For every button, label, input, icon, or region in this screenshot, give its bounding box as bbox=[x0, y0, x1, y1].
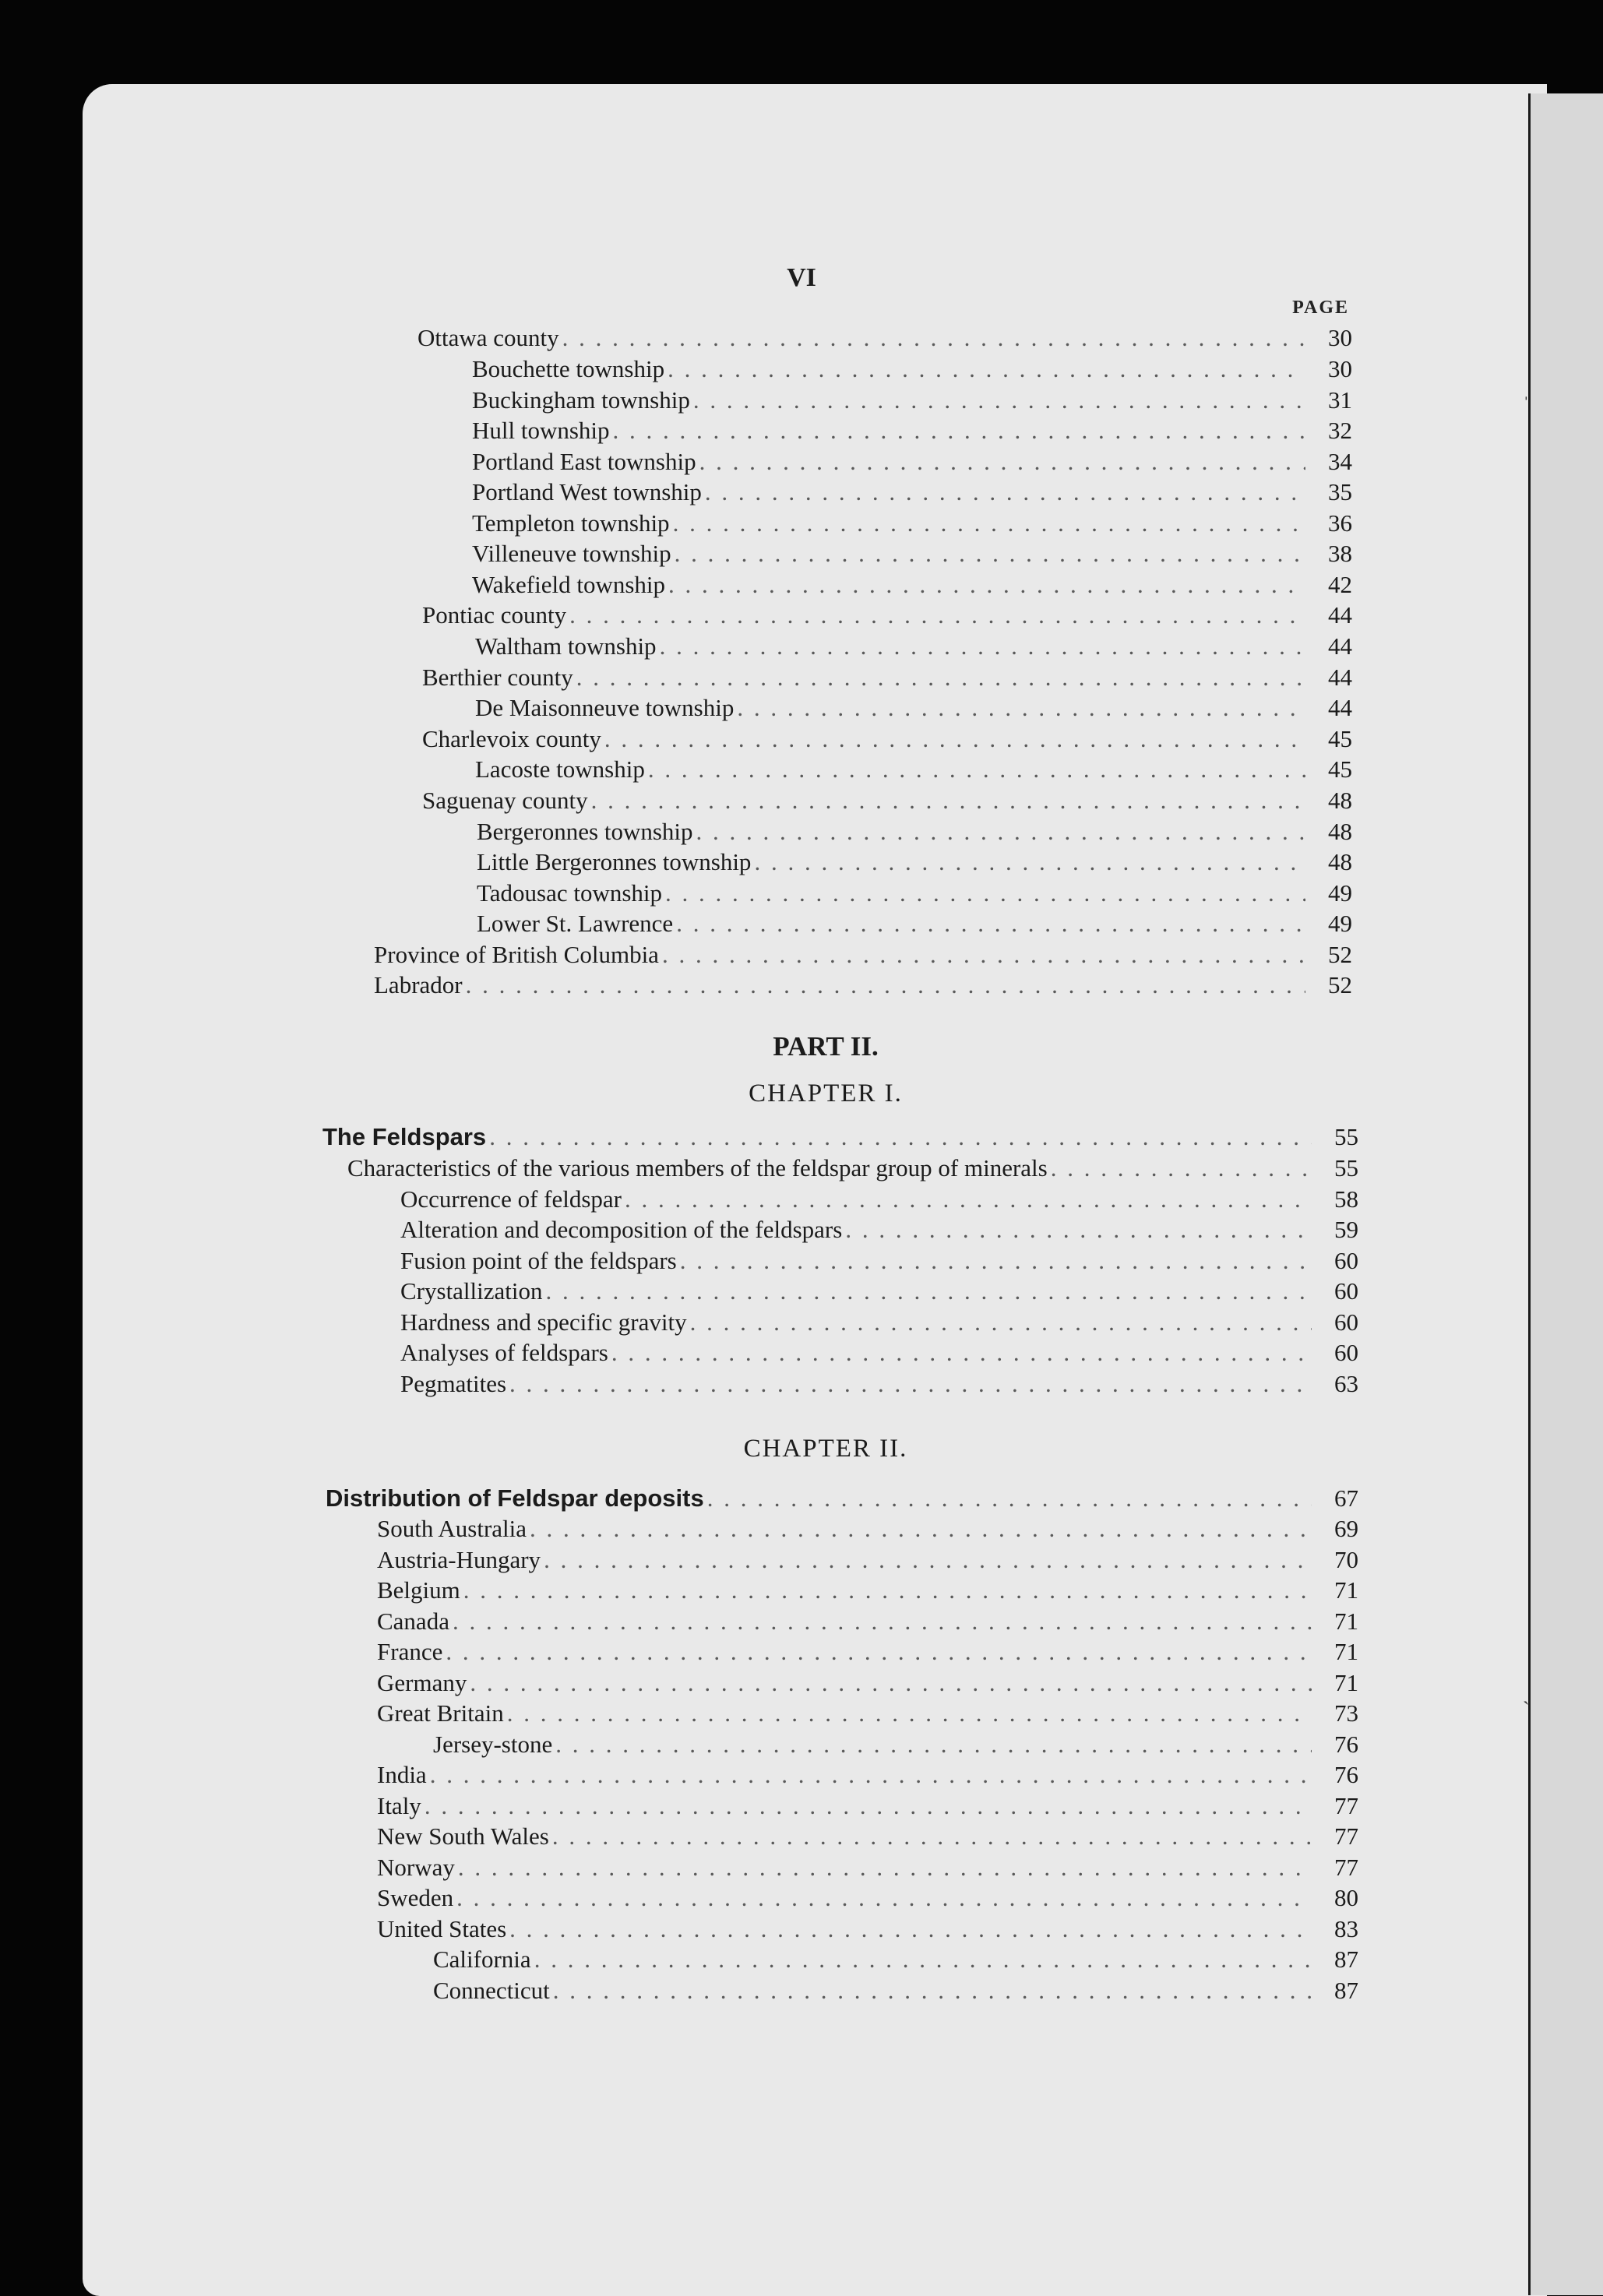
toc-entry-page: 48 bbox=[1328, 848, 1352, 875]
toc-entry-title: Tadousac township bbox=[477, 879, 663, 907]
toc-entry bbox=[400, 1339, 1358, 1370]
leader-dots bbox=[591, 787, 1305, 815]
part-heading: PART II. bbox=[773, 1031, 879, 1062]
toc-entry-title: Analyses of feldspars bbox=[400, 1339, 608, 1366]
leader-dots bbox=[662, 941, 1305, 969]
toc-entry-title: Waltham township bbox=[475, 632, 657, 660]
toc-entry-title: Germany bbox=[377, 1669, 467, 1696]
page-folio: VI bbox=[787, 263, 816, 292]
toc-entry-title: Ottawa county bbox=[417, 324, 559, 351]
toc-entry bbox=[433, 1946, 1358, 1977]
toc-entry-page: 55 bbox=[1334, 1154, 1358, 1181]
toc-entry-page: 52 bbox=[1328, 971, 1352, 998]
toc-entry bbox=[475, 694, 1352, 725]
toc-entry-title: Crystallization bbox=[400, 1277, 543, 1305]
toc-entry-title: Province of British Columbia bbox=[374, 941, 659, 968]
leader-dots bbox=[625, 1185, 1312, 1213]
toc-entry-title: Charlevoix county bbox=[422, 725, 601, 752]
toc-entry-page: 69 bbox=[1334, 1515, 1358, 1542]
leader-dots bbox=[705, 478, 1305, 506]
toc-entry bbox=[477, 910, 1352, 941]
toc-entry-title: South Australia bbox=[377, 1515, 527, 1542]
toc-entry bbox=[374, 941, 1352, 972]
leader-dots bbox=[665, 879, 1305, 907]
toc-entry-page: 77 bbox=[1334, 1854, 1358, 1881]
toc-entry-page: 73 bbox=[1334, 1699, 1358, 1727]
toc-entry-title: Villeneuve township bbox=[472, 540, 671, 567]
toc-entry-page: 48 bbox=[1328, 818, 1352, 845]
toc-entry-page: 38 bbox=[1328, 540, 1352, 567]
toc-entry-title: De Maisonneuve township bbox=[475, 694, 735, 721]
toc-entry-page: 77 bbox=[1334, 1792, 1358, 1819]
toc-entry bbox=[472, 386, 1352, 417]
toc-entry-page: 42 bbox=[1328, 571, 1352, 598]
leader-dots bbox=[507, 1699, 1312, 1727]
toc-entry-page: 30 bbox=[1328, 355, 1352, 382]
toc-entry bbox=[377, 1884, 1358, 1915]
leader-dots bbox=[696, 818, 1305, 846]
toc-entry-title: Labrador bbox=[374, 971, 463, 998]
toc-entry-page: 71 bbox=[1334, 1576, 1358, 1604]
toc-entry-page: 60 bbox=[1334, 1339, 1358, 1366]
toc-entry-page: 60 bbox=[1334, 1277, 1358, 1305]
toc-entry-title: Templeton township bbox=[472, 509, 670, 537]
toc-entry-title: California bbox=[433, 1946, 531, 1973]
toc-entry bbox=[377, 1638, 1358, 1669]
toc-entry bbox=[472, 540, 1352, 571]
toc-entry-page: 34 bbox=[1328, 448, 1352, 475]
leader-dots bbox=[604, 725, 1305, 753]
toc-entry-title: Occurrence of feldspar bbox=[400, 1185, 622, 1213]
toc-entry bbox=[400, 1308, 1358, 1340]
leader-dots bbox=[675, 540, 1305, 568]
leader-dots bbox=[546, 1277, 1312, 1305]
leader-dots bbox=[562, 324, 1305, 352]
toc-entry-page: 45 bbox=[1328, 725, 1352, 752]
toc-entry-title: Saguenay county bbox=[422, 787, 588, 814]
toc-entry bbox=[472, 417, 1352, 448]
toc-entry-title: Buckingham township bbox=[472, 386, 690, 414]
leader-dots bbox=[611, 1339, 1312, 1367]
leader-dots bbox=[530, 1515, 1312, 1543]
toc-entry bbox=[472, 571, 1352, 602]
leader-dots bbox=[453, 1608, 1312, 1636]
toc-entry bbox=[433, 1977, 1358, 2008]
toc-entry-page: 44 bbox=[1328, 694, 1352, 721]
toc-entry bbox=[326, 1484, 1358, 1516]
leader-dots bbox=[690, 1308, 1312, 1336]
toc-entry-page: 60 bbox=[1334, 1308, 1358, 1336]
leader-dots bbox=[660, 632, 1305, 660]
toc-entry-page: 87 bbox=[1334, 1977, 1358, 2004]
toc-entry-page: 71 bbox=[1334, 1638, 1358, 1665]
toc-entry-title: Canada bbox=[377, 1608, 449, 1635]
toc-entry-title: Pegmatites bbox=[400, 1370, 507, 1397]
toc-entry-title: Alteration and decomposition of the feldspars bbox=[400, 1216, 843, 1243]
leader-dots bbox=[509, 1370, 1312, 1398]
toc-entry bbox=[422, 725, 1352, 756]
toc-entry bbox=[400, 1277, 1358, 1308]
leader-dots bbox=[446, 1638, 1312, 1666]
toc-entry bbox=[377, 1854, 1358, 1885]
toc-entry-page: 58 bbox=[1334, 1185, 1358, 1213]
toc-entry-page: 71 bbox=[1334, 1608, 1358, 1635]
toc-entry bbox=[377, 1515, 1358, 1546]
toc-entry-page: 70 bbox=[1334, 1546, 1358, 1573]
toc-entry-page: 71 bbox=[1334, 1669, 1358, 1696]
toc-entry-title: Bergeronnes township bbox=[477, 818, 693, 845]
toc-entry-page: 76 bbox=[1334, 1761, 1358, 1788]
toc-entry-title: Italy bbox=[377, 1792, 421, 1819]
toc-entry-title: Hardness and specific gravity bbox=[400, 1308, 687, 1336]
leader-dots bbox=[466, 971, 1305, 999]
toc-entry-title: Characteristics of the various members of the feldspar group of minerals bbox=[347, 1154, 1048, 1181]
toc-entry-title: United States bbox=[377, 1915, 507, 1942]
leader-dots bbox=[425, 1792, 1312, 1820]
toc-entry-title: Berthier county bbox=[422, 664, 573, 691]
toc-entry bbox=[477, 848, 1352, 879]
toc-entry-title: India bbox=[377, 1761, 427, 1788]
toc-entry bbox=[377, 1915, 1358, 1946]
toc-entry-page: 83 bbox=[1334, 1915, 1358, 1942]
toc-entry bbox=[472, 448, 1352, 479]
leader-dots bbox=[754, 848, 1305, 876]
toc-entry-title: Sweden bbox=[377, 1884, 454, 1911]
toc-entry-page: 44 bbox=[1328, 601, 1352, 629]
toc-entry-title: Wakefield township bbox=[472, 571, 666, 598]
leader-dots bbox=[463, 1576, 1312, 1604]
toc-entry-title: Jersey-stone bbox=[433, 1731, 553, 1758]
leader-dots bbox=[845, 1216, 1312, 1244]
toc-entry bbox=[422, 664, 1352, 695]
toc-entry-page: 36 bbox=[1328, 509, 1352, 537]
leader-dots bbox=[458, 1854, 1312, 1882]
toc-entry bbox=[472, 509, 1352, 541]
toc-entry-title: Distribution of Feldspar deposits bbox=[326, 1484, 704, 1512]
toc-entry bbox=[374, 971, 1352, 1002]
toc-entry-page: 35 bbox=[1328, 478, 1352, 505]
toc-entry-title: The Feldspars bbox=[322, 1123, 487, 1150]
leader-dots bbox=[509, 1915, 1312, 1943]
toc-entry-page: 48 bbox=[1328, 787, 1352, 814]
toc-entry bbox=[377, 1669, 1358, 1700]
toc-entry-page: 77 bbox=[1334, 1822, 1358, 1850]
toc-entry bbox=[377, 1792, 1358, 1823]
toc-entry bbox=[472, 355, 1352, 386]
leader-dots bbox=[693, 386, 1305, 414]
leader-dots bbox=[552, 1822, 1312, 1851]
leader-dots bbox=[456, 1884, 1312, 1912]
leader-dots bbox=[534, 1946, 1312, 1974]
toc-entry bbox=[475, 755, 1352, 787]
leader-dots bbox=[569, 601, 1305, 629]
leader-dots bbox=[737, 694, 1305, 722]
toc-entry-title: Hull township bbox=[472, 417, 610, 444]
leader-dots bbox=[648, 755, 1305, 784]
chapter-heading: CHAPTER II. bbox=[743, 1435, 908, 1463]
leader-dots bbox=[544, 1546, 1312, 1574]
toc-entry-page: 49 bbox=[1328, 879, 1352, 907]
leader-dots bbox=[699, 448, 1305, 476]
toc-entry-page: 32 bbox=[1328, 417, 1352, 444]
leader-dots bbox=[430, 1761, 1312, 1789]
page-column-header: PAGE bbox=[1292, 298, 1349, 318]
toc-entry-page: 31 bbox=[1328, 386, 1352, 414]
toc-entry-title: Bouchette township bbox=[472, 355, 665, 382]
toc-entry bbox=[377, 1576, 1358, 1608]
toc-entry-title: Portland West township bbox=[472, 478, 702, 505]
leader-dots bbox=[613, 417, 1305, 445]
leader-dots bbox=[555, 1731, 1312, 1759]
leader-dots bbox=[553, 1977, 1312, 2005]
scan-speck-mark: ˏ bbox=[1523, 1682, 1530, 1705]
toc-entry-page: 55 bbox=[1334, 1123, 1358, 1150]
toc-entry bbox=[477, 818, 1352, 849]
toc-entry bbox=[347, 1154, 1358, 1185]
toc-entry-title: Belgium bbox=[377, 1576, 460, 1604]
toc-entry bbox=[475, 632, 1352, 664]
toc-entry bbox=[377, 1699, 1358, 1731]
toc-entry-page: 59 bbox=[1334, 1216, 1358, 1243]
leader-dots bbox=[576, 664, 1305, 692]
toc-entry-page: 67 bbox=[1334, 1484, 1358, 1512]
toc-entry bbox=[422, 601, 1352, 632]
toc-entry bbox=[377, 1546, 1358, 1577]
toc-entry-page: 49 bbox=[1328, 910, 1352, 937]
toc-entry bbox=[472, 478, 1352, 509]
toc-entry bbox=[322, 1123, 1358, 1154]
toc-entry-title: Little Bergeronnes township bbox=[477, 848, 752, 875]
toc-entry-title: Lacoste township bbox=[475, 755, 645, 783]
toc-entry-title: France bbox=[377, 1638, 443, 1665]
toc-entry bbox=[400, 1247, 1358, 1278]
toc-entry-title: Lower St. Lawrence bbox=[477, 910, 674, 937]
toc-entry-title: Fusion point of the feldspars bbox=[400, 1247, 677, 1274]
toc-entry bbox=[422, 787, 1352, 818]
toc-entry bbox=[377, 1608, 1358, 1639]
leader-dots bbox=[673, 509, 1305, 537]
leader-dots bbox=[470, 1669, 1312, 1697]
toc-entry-title: New South Wales bbox=[377, 1822, 549, 1850]
toc-entry-page: 76 bbox=[1334, 1731, 1358, 1758]
toc-entry-title: Pontiac county bbox=[422, 601, 567, 629]
toc-entry bbox=[417, 324, 1352, 355]
toc-entry-page: 80 bbox=[1334, 1884, 1358, 1911]
toc-entry bbox=[433, 1731, 1358, 1762]
toc-entry-title: Connecticut bbox=[433, 1977, 550, 2004]
toc-entry-page: 45 bbox=[1328, 755, 1352, 783]
leader-dots bbox=[707, 1484, 1312, 1512]
toc-entry-title: Norway bbox=[377, 1854, 455, 1881]
toc-entry-title: Great Britain bbox=[377, 1699, 504, 1727]
toc-entry-page: 44 bbox=[1328, 632, 1352, 660]
leader-dots bbox=[676, 910, 1305, 938]
toc-entry bbox=[400, 1370, 1358, 1401]
toc-entry bbox=[377, 1761, 1358, 1792]
scan-speck-mark: ˌ bbox=[1523, 378, 1530, 400]
toc-entry-page: 87 bbox=[1334, 1946, 1358, 1973]
toc-entry bbox=[400, 1216, 1358, 1247]
toc-entry-page: 63 bbox=[1334, 1370, 1358, 1397]
chapter-heading: CHAPTER I. bbox=[749, 1079, 903, 1108]
toc-entry-title: Austria-Hungary bbox=[377, 1546, 541, 1573]
toc-entry-page: 30 bbox=[1328, 324, 1352, 351]
toc-entry-title: Portland East township bbox=[472, 448, 696, 475]
toc-entry bbox=[477, 879, 1352, 910]
toc-entry-page: 60 bbox=[1334, 1247, 1358, 1274]
toc-entry-page: 52 bbox=[1328, 941, 1352, 968]
toc-entry-page: 44 bbox=[1328, 664, 1352, 691]
leader-dots bbox=[1051, 1154, 1312, 1182]
leader-dots bbox=[489, 1123, 1312, 1151]
leader-dots bbox=[680, 1247, 1312, 1275]
toc-entry bbox=[400, 1185, 1358, 1217]
leader-dots bbox=[668, 355, 1305, 383]
toc-entry bbox=[377, 1822, 1358, 1854]
leader-dots bbox=[668, 571, 1305, 599]
